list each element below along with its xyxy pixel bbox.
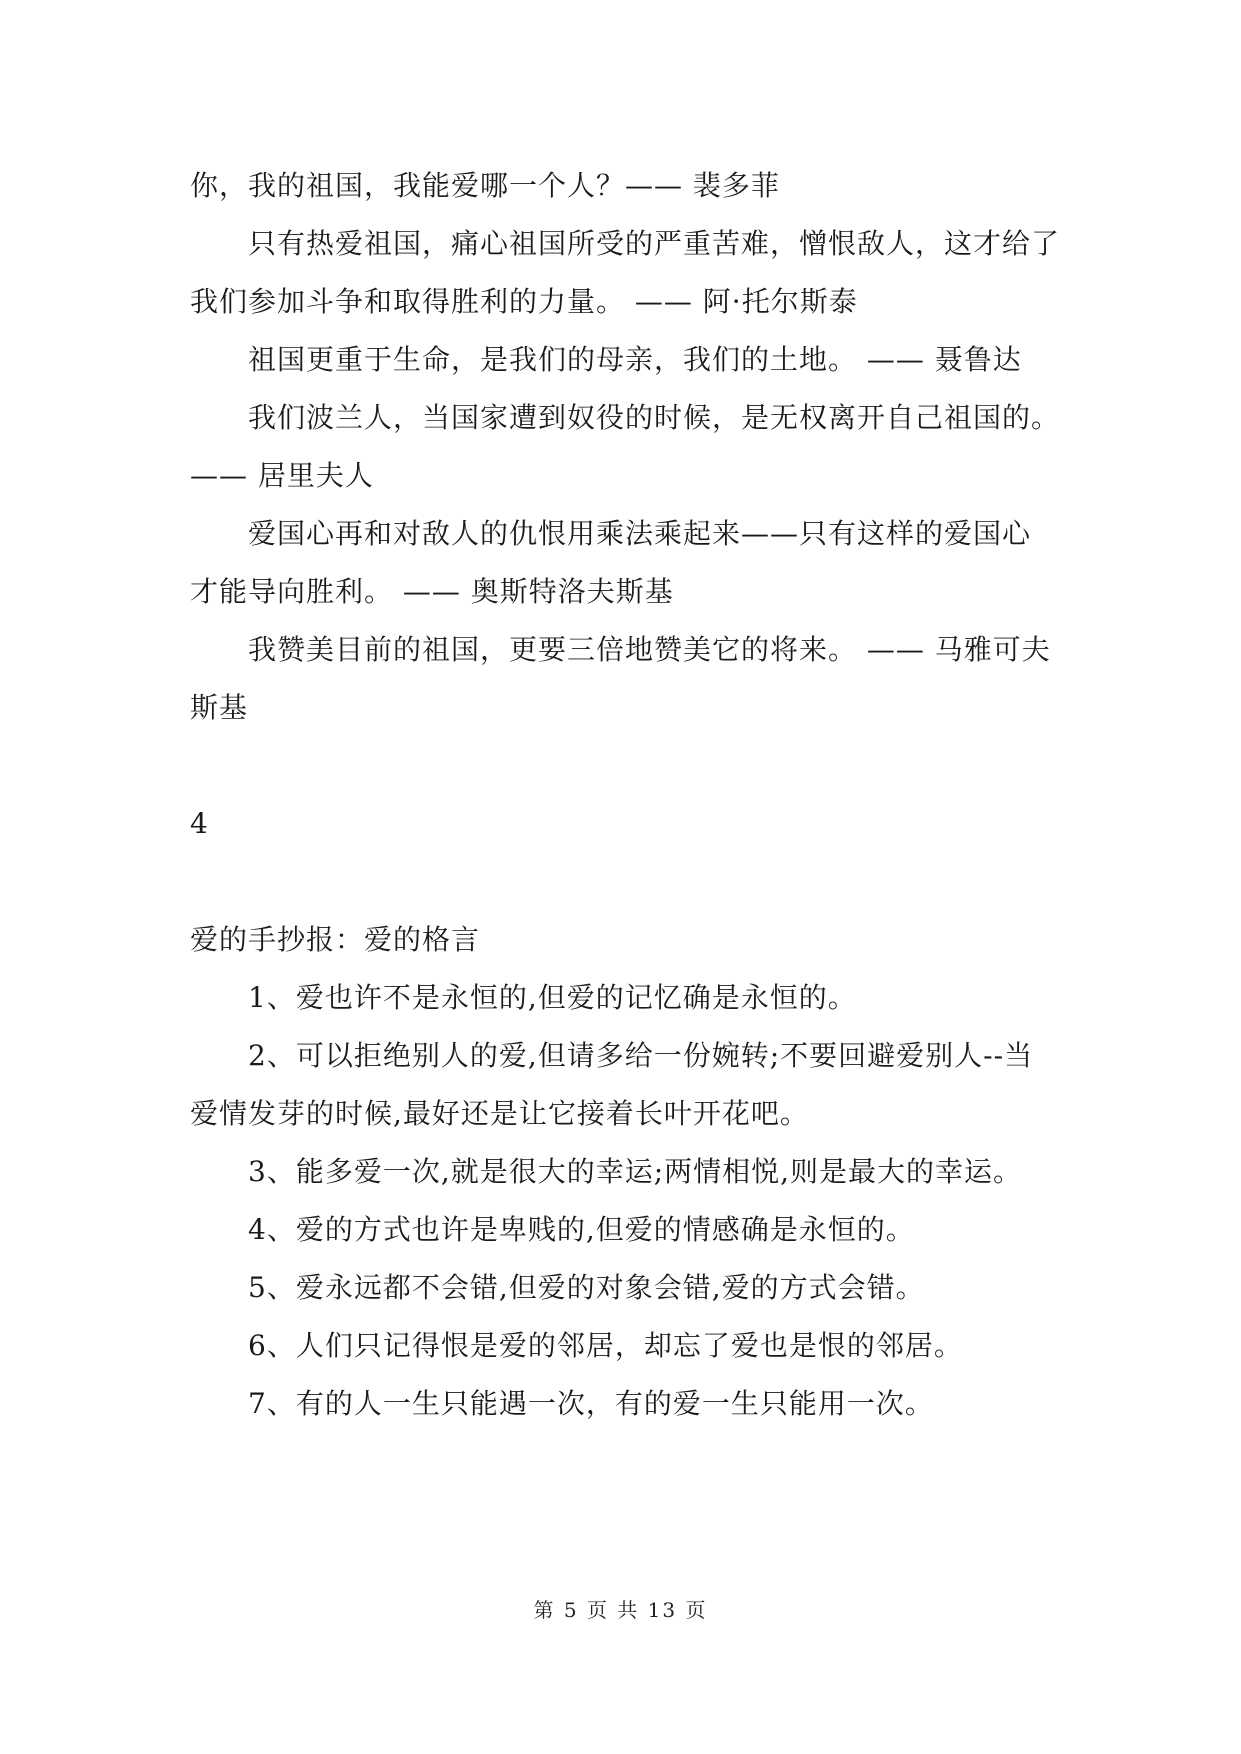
quote-line: 我赞美目前的祖国，更要三倍地赞美它的将来。 —— 马雅可夫 — [248, 633, 1051, 666]
list-item: 1、爱也许不是永恒的,但爱的记忆确是永恒的。 — [248, 981, 857, 1014]
quote-line: 斯基 — [190, 691, 249, 724]
list-item: 5、爱永远都不会错,但爱的对象会错,爱的方式会错。 — [248, 1271, 925, 1304]
quote-line: 爱国心再和对敌人的仇恨用乘法乘起来——只有这样的爱国心 — [248, 517, 1032, 550]
list-item: 3、能多爱一次,就是很大的幸运;两情相悦,则是最大的幸运。 — [248, 1155, 1023, 1188]
section-number: 4 — [190, 807, 208, 840]
list-item-continuation: 爱情发芽的时候,最好还是让它接着长叶开花吧。 — [190, 1097, 809, 1130]
quote-line: 我们波兰人，当国家遭到奴役的时候，是无权离开自己祖国的。 — [248, 401, 1061, 434]
quote-line: 才能导向胜利。 —— 奥斯特洛夫斯基 — [190, 575, 674, 608]
quote-line: 我们参加斗争和取得胜利的力量。 —— 阿·托尔斯泰 — [190, 285, 858, 318]
list-item: 6、人们只记得恨是爱的邻居，却忘了爱也是恨的邻居。 — [248, 1329, 963, 1362]
quote-line: 你，我的祖国，我能爱哪一个人？—— 裴多菲 — [190, 169, 780, 202]
quote-line: —— 居里夫人 — [190, 459, 374, 492]
quote-line: 祖国更重于生命，是我们的母亲，我们的土地。 —— 聂鲁达 — [248, 343, 1022, 376]
list-item: 4、爱的方式也许是卑贱的,但爱的情感确是永恒的。 — [248, 1213, 915, 1246]
list-item: 7、有的人一生只能遇一次，有的爱一生只能用一次。 — [248, 1387, 934, 1420]
section-title: 爱的手抄报：爱的格言 — [190, 923, 481, 956]
quote-line: 只有热爱祖国，痛心祖国所受的严重苦难，憎恨敌人，这才给了 — [248, 227, 1061, 260]
page-footer: 第 5 页 共 13 页 — [533, 1598, 708, 1622]
list-item: 2、可以拒绝别人的爱,但请多给一份婉转;不要回避爱别人--当 — [248, 1039, 1034, 1072]
